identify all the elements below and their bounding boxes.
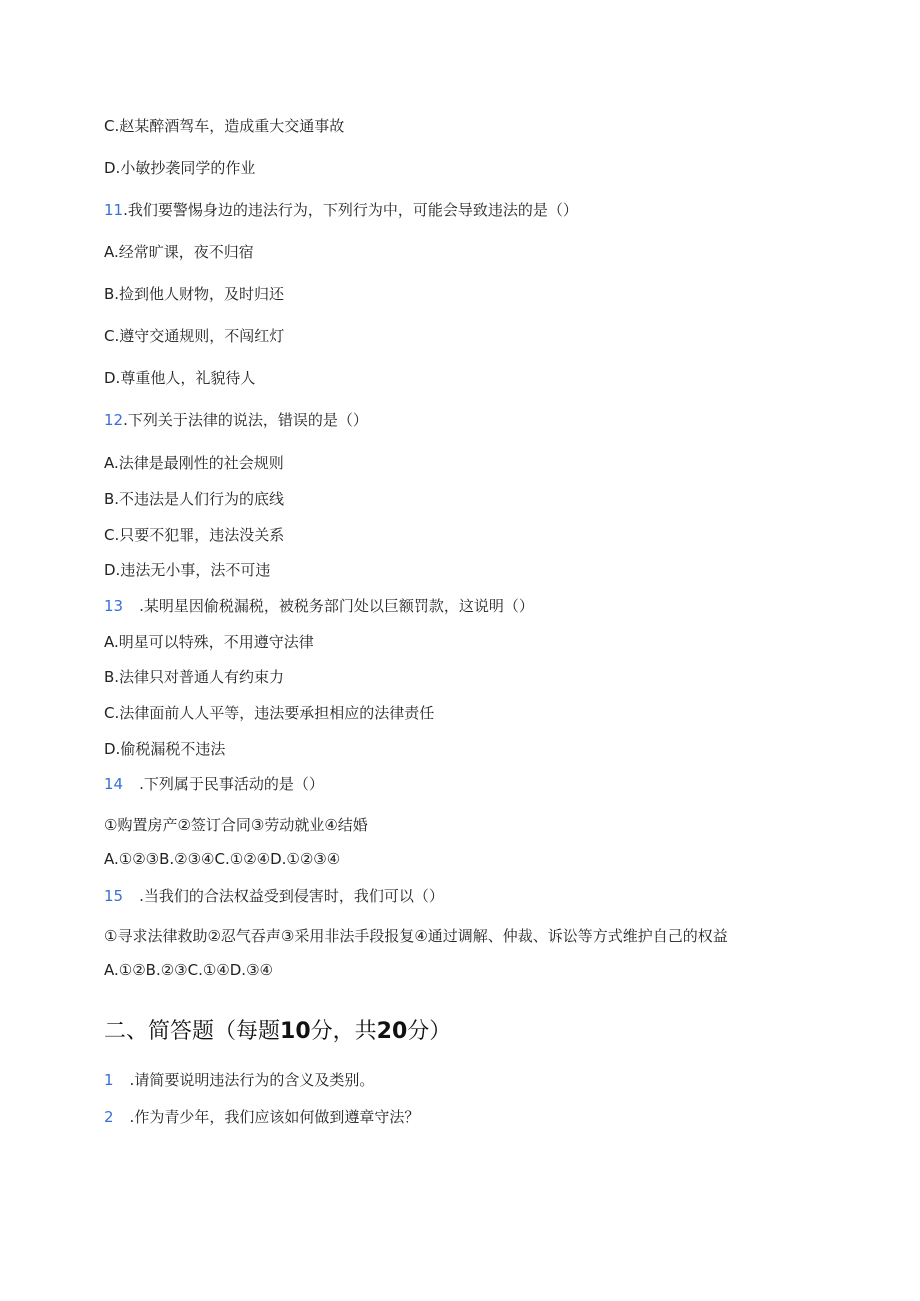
question-11 bbox=[104, 200, 578, 220]
question-15 bbox=[104, 886, 444, 906]
statements-15: ①寻求法律救助②忍气吞声③采用非法手段报复④通过调解、仲裁、诉讼等方式维护自己的权益 bbox=[104, 927, 728, 945]
section-score-each: 10 bbox=[280, 1019, 311, 1044]
question-13 bbox=[104, 596, 534, 616]
question-separator: . bbox=[129, 1071, 135, 1089]
question-text: 某明星因偷税漏税，被税务部门处以巨额罚款，这说明（） bbox=[143, 597, 534, 615]
question-number: 1 bbox=[104, 1071, 114, 1089]
question-number: 13 bbox=[104, 597, 124, 615]
question-number: 14 bbox=[104, 775, 124, 793]
option-a-11: A.经常旷课，夜不归宿 bbox=[104, 243, 254, 261]
question-separator: . bbox=[123, 201, 128, 219]
question-text: 下列关于法律的说法，错误的是（） bbox=[127, 411, 368, 429]
short-answer-1 bbox=[104, 1070, 374, 1090]
section-score-total: 20 bbox=[376, 1019, 408, 1044]
section-title-prefix: 二、简答题（每题 bbox=[104, 1019, 281, 1044]
option-d-11: D.尊重他人，礼貌待人 bbox=[104, 369, 256, 387]
option-d-13: D.偷税漏税不违法 bbox=[104, 740, 226, 758]
question-text: 我们要警惕身边的违法行为，下列行为中，可能会导致违法的是（） bbox=[127, 201, 578, 219]
section-title bbox=[104, 1016, 451, 1048]
section-title-middle: 分，共 bbox=[310, 1019, 377, 1044]
option-a-13: A.明星可以特殊，不用遵守法律 bbox=[104, 633, 314, 651]
choices-14: A.①②③B.②③④C.①②④D.①②③④ bbox=[104, 850, 341, 868]
question-separator: . bbox=[139, 597, 144, 615]
option-c-10: C.赵某醉酒驾车，造成重大交通事故 bbox=[104, 117, 345, 135]
option-d-10: D.小敏抄袭同学的作业 bbox=[104, 159, 256, 177]
choices-15: A.①②B.②③C.①④D.③④ bbox=[104, 961, 273, 979]
short-answer-2 bbox=[104, 1107, 419, 1127]
question-separator: . bbox=[139, 775, 144, 793]
section-title-suffix: 分） bbox=[407, 1019, 452, 1044]
question-14 bbox=[104, 774, 324, 794]
question-number: 15 bbox=[104, 887, 124, 905]
question-text: 请简要说明违法行为的含义及类别。 bbox=[134, 1071, 375, 1089]
question-separator: . bbox=[129, 1108, 135, 1126]
question-number: 11 bbox=[104, 201, 124, 219]
option-a-12: A.法律是最刚性的社会规则 bbox=[104, 454, 284, 472]
statements-14: ①购置房产②签订合同③劳动就业④结婚 bbox=[104, 816, 368, 834]
question-text: 作为青少年，我们应该如何做到遵章守法？ bbox=[134, 1108, 420, 1126]
question-number: 12 bbox=[104, 411, 124, 429]
question-text: 当我们的合法权益受到侵害时，我们可以（） bbox=[143, 887, 444, 905]
question-text: 下列属于民事活动的是（） bbox=[143, 775, 324, 793]
option-c-12: C.只要不犯罪，违法没关系 bbox=[104, 526, 285, 544]
option-c-11: C.遵守交通规则，不闯红灯 bbox=[104, 327, 285, 345]
option-d-12: D.违法无小事，法不可违 bbox=[104, 561, 271, 579]
option-c-13: C.法律面前人人平等，违法要承担相应的法律责任 bbox=[104, 704, 435, 722]
question-number: 2 bbox=[104, 1108, 114, 1126]
option-b-11: B.捡到他人财物，及时归还 bbox=[104, 285, 285, 303]
option-b-12: B.不违法是人们行为的底线 bbox=[104, 490, 285, 508]
question-separator: . bbox=[139, 887, 144, 905]
question-separator: . bbox=[123, 411, 128, 429]
question-12 bbox=[104, 410, 368, 430]
option-b-13: B.法律只对普通人有约束力 bbox=[104, 668, 285, 686]
